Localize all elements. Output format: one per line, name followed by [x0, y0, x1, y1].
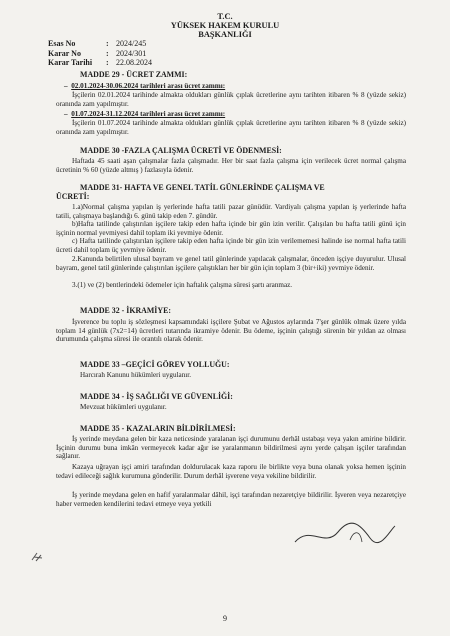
madde32-heading: MADDE 32 - İKRAMİYE:	[80, 306, 171, 315]
madde29-period2-text: İşçilerin 01.07.2024 tarihinde almakta oldukları günlük çıplak ücretlerine aynı tarihten itibaren % 8 (yüzde sekiz) oranında zam yapılmıştır.	[56, 119, 406, 136]
meta-row-esas	[48, 39, 152, 49]
header-institution: YÜKSEK HAKEM KURULU	[170, 21, 280, 30]
madde32-text: İşverence bu toplu iş sözleşmesi kapsamındaki işçilere Şubat ve Ağustos aylarında 7'şer günlük olmak üzere yılda toplam 14 günlük (7x2=14) ücretleri tutarında ikramiye ödenir. Bu ödeme, işçinin çalıştığı sürenin bir yıldan az olması durumunda çalışma süresi ile orantılı olarak ödenir.	[56, 318, 406, 344]
madde34-text: Mevzuat hükümleri uygulanır.	[80, 403, 167, 411]
madde31-heading: MADDE 31- HAFTA VE GENEL TATİL GÜNLERİNDE ÇALIŞMA VE	[80, 183, 325, 192]
header-department: BAŞKANLIĞI	[198, 30, 252, 39]
madde35-p3: İş yerinde meydana gelen en hafif yaralanmalar dâhil, işçi tarafından nezaretçiye bildirilir. İşveren veya nezaretçiye haber vermeden kendilerini tedavi etmeye veya yetkili	[56, 491, 406, 508]
meta-key: Karar No	[48, 48, 81, 58]
meta-colon: :	[106, 48, 109, 58]
madde29-heading: MADDE 29 - ÜCRET ZAMMI:	[80, 70, 188, 79]
signature-scribble	[290, 520, 400, 550]
madde31-p2: b)Hafta tatilinde çalıştırılan işçilere takip eden hafta içinde bir gün izin verilir. Çalışılan bu hafta tatili günü için işçinin normal yevmiyesi dahil toplam iki yevmiye ödenir.	[56, 220, 406, 237]
madde31-p1: 1.a)Normal çalışma yapılan iş yerlerinde hafta tatili pazar günüdür. Vardiyalı çalışma yapılan iş yerlerinde hafta tatili, çalışmaya başlandığı 6. günü takip eden 7. gündür.	[56, 203, 406, 220]
madde29-period1-title: – 02.01.2024-30.06.2024 tarihleri arası ücret zammı:	[64, 82, 226, 90]
meta-key: Karar Tarihi	[48, 58, 93, 68]
margin-pen-mark	[30, 551, 44, 565]
meta-colon: :	[106, 39, 109, 48]
madde34-heading: MADDE 34 - İŞ SAĞLIĞI VE GÜVENLİĞİ:	[80, 392, 233, 401]
meta-value: 2024/301	[116, 48, 147, 58]
madde31-p5: 3.(1) ve (2) bentlerindeki ödemeler için haftalık çalışma süresi şartı aranmaz.	[72, 281, 293, 289]
meta-value: 2024/245	[116, 39, 147, 48]
meta-row-tarih	[48, 58, 152, 68]
madde29-period1-text: İşçilerin 02.01.2024 tarihinde almakta oldukları günlük çıplak ücretlerine aynı tarihten itibaren % 8 (yüzde sekiz) oranında zam yapılmıştır.	[56, 91, 406, 108]
madde35-p2: Kazaya uğrayan işçi amiri tarafından doldurulacak kaza raporu ile birlikte veya buna olanak yoksa hemen işçinin tedavi edileceği sağlık kurumuna gönderilir. Durum derhâl işverene veya vekiline bildirilir.	[56, 463, 406, 480]
madde35-p1: İş yerinde meydana gelen bir kaza neticesinde yaralanan işçi durumunu derhâl ustabaşı veya yakın amirine bildirir. İşçinin durumu buna imkân vermeyecek kadar ağır ise yaralanmanın bildirilmesi aynı yerde çalışan işçiler tarafından sağlanır.	[56, 435, 406, 461]
meta-key: Esas No	[48, 39, 76, 48]
madde30-text: Haftada 45 saati aşan çalışmalar fazla çalışmadır. Her bir saat fazla çalışma için verilecek ücret normal çalışma ücretinin % 60 (yüzde altmış ) fazlasıyla ödenir.	[56, 157, 406, 174]
madde31-p3: c) Hafta tatilinde çalıştırılan işçilere takip eden hafta içinde bir gün izin verilememesi halinde ise normal hafta tatili ücreti dahil toplam üç yevmiye ödenir.	[56, 237, 406, 254]
pen-mark-icon	[30, 551, 44, 563]
madde31-heading-cont: ÜCRETİ:	[56, 192, 90, 201]
madde29-period2-title-text: 01.07.2024-31.12.2024 tarihleri arası ücret zammı:	[71, 110, 226, 118]
meta-colon: :	[106, 58, 109, 68]
meta-row-karar	[48, 49, 152, 59]
madde31-p4: 2.Kanunda belirtilen ulusal bayram ve genel tatil günlerinde yapılacak çalışmalar, önceden işçiye duyurulur. Ulusal bayram, genel tatil günlerinde çalıştırılan işçilere çalıştıkları her bir gün için toplam 3 (bir+iki) yevmiye ödenir.	[56, 255, 406, 272]
page-number: 9	[223, 614, 227, 623]
meta-value: 22.08.2024	[116, 58, 152, 68]
madde33-text: Harcırah Kanunu hükümleri uygulanır.	[80, 371, 192, 379]
madde30-heading: MADDE 30 -FAZLA ÇALIŞMA ÜCRETİ VE ÖDENMESİ:	[80, 146, 282, 155]
madde29-period2-title: – 01.07.2024-31.12.2024 tarihleri arası ücret zammı:	[64, 110, 226, 118]
madde33-heading: MADDE 33 –GEÇİCİ GÖREV YOLLUĞU:	[80, 360, 230, 369]
madde35-heading: MADDE 35 - KAZALARIN BİLDİRİLMESİ:	[80, 424, 236, 433]
header-tc: T.C.	[217, 12, 233, 21]
madde29-period1-title-text: 02.01.2024-30.06.2024 tarihleri arası ücret zammı:	[71, 82, 226, 90]
case-meta	[48, 39, 152, 68]
